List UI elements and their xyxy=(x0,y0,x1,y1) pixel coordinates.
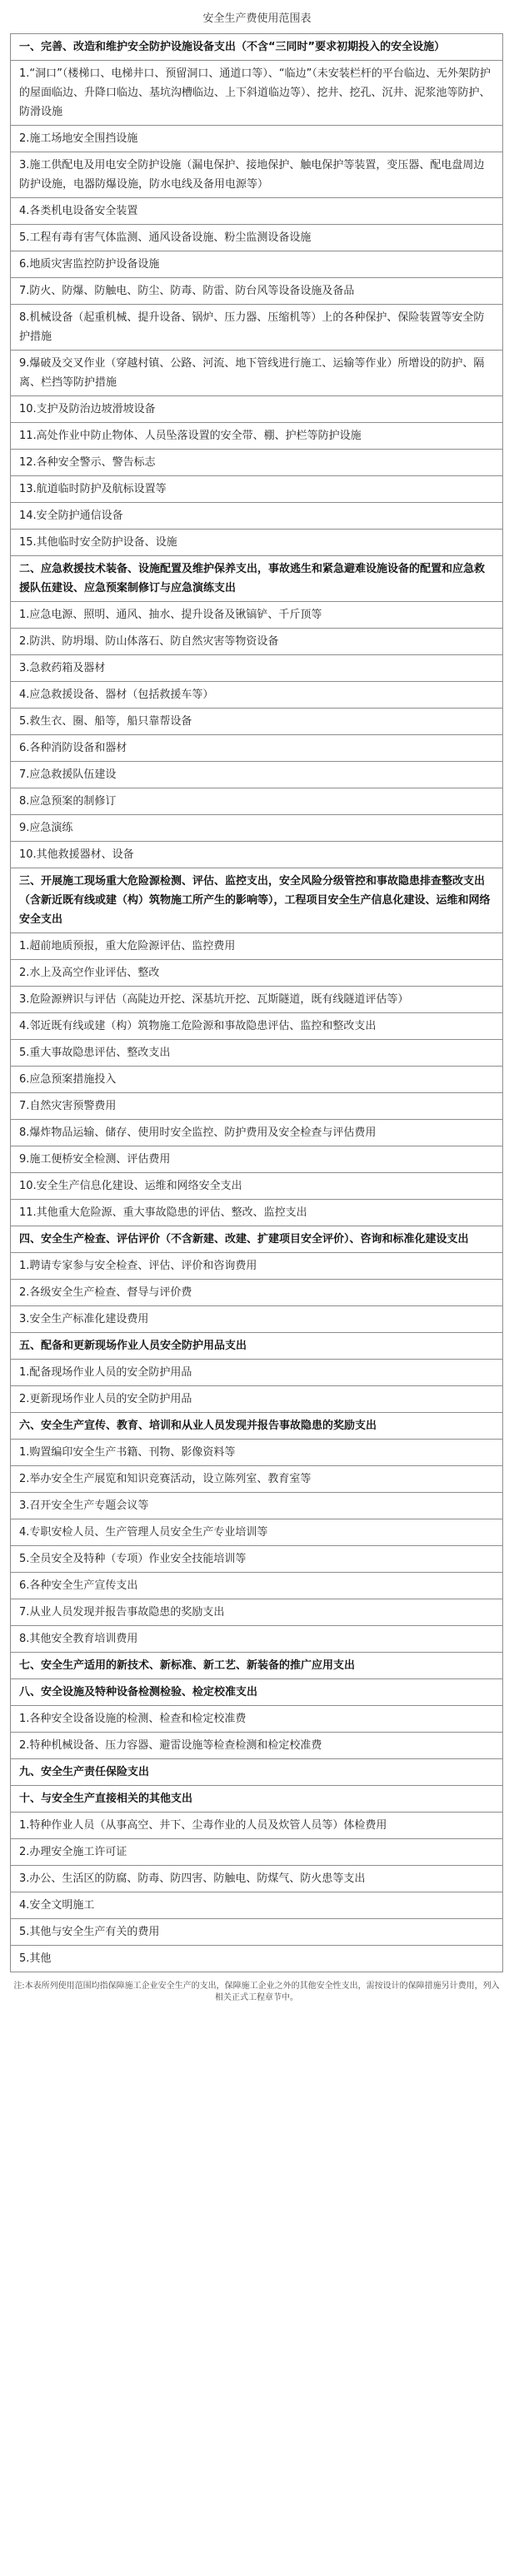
table-cell: 7.防火、防爆、防触电、防尘、防毒、防雷、防台风等设备设施及备品 xyxy=(11,278,503,305)
section-header-cell: 九、安全生产责任保险支出 xyxy=(11,1759,503,1786)
table-row xyxy=(11,126,503,152)
section-header-cell: 一、完善、改造和维护安全防护设施设备支出（不含“三同时”要求初期投入的安全设施） xyxy=(11,34,503,61)
table-cell: 2.更新现场作业人员的安全防护用品 xyxy=(11,1386,503,1413)
table-cell: 1.购置编印安全生产书籍、刊物、影像资料等 xyxy=(11,1440,503,1466)
section-header-cell: 六、安全生产宣传、教育、培训和从业人员发现并报告事故隐患的奖励支出 xyxy=(11,1413,503,1440)
table-row xyxy=(11,198,503,225)
section-header-row xyxy=(11,1333,503,1360)
table-cell: 7.应急救援队伍建设 xyxy=(11,762,503,788)
footnote: 注:本表所列使用范围均指保障施工企业安全生产的支出，保障施工企业之外的其他安全性支出，需按设计的保障措施另计费用，列入相关正式工程章节中。 xyxy=(13,1982,500,2002)
table-cell: 5.工程有毒有害气体监测、通风设备设施、粉尘监测设备设施 xyxy=(11,225,503,251)
document-title: 安全生产费使用范围表 xyxy=(202,12,312,25)
section-header-row xyxy=(11,1759,503,1786)
table-row xyxy=(11,1040,503,1067)
section-header-row xyxy=(11,1679,503,1706)
table-cell: 1.特种作业人员（从事高空、井下、尘毒作业的人员及炊管人员等）体检费用 xyxy=(11,1813,503,1839)
table-cell: 4.安全文明施工 xyxy=(11,1892,503,1919)
expense-scope-table xyxy=(10,33,503,1972)
table-cell: 10.支护及防治边坡滑坡设备 xyxy=(11,396,503,423)
section-header-row xyxy=(11,868,503,933)
section-header-cell: 二、应急救援技术装备、设施配置及维护保养支出，事故逃生和紧急避难设施设备的配置和应急救援队伍建设、应急预案制修订与应急演练支出 xyxy=(11,556,503,602)
section-header-row xyxy=(11,1413,503,1440)
table-row xyxy=(11,1280,503,1306)
table-cell: 3.危险源辨识与评估（高陡边开挖、深基坑开挖、瓦斯隧道，既有线隧道评估等） xyxy=(11,987,503,1013)
table-cell: 3.急救药箱及器材 xyxy=(11,655,503,682)
table-cell: 1.各种安全设备设施的检测、检查和检定校准费 xyxy=(11,1706,503,1733)
table-row xyxy=(11,1546,503,1573)
table-cell: 8.机械设备（起重机械、提升设备、锅炉、压力器、压缩机等）上的各种保护、保险装置等安全防护措施 xyxy=(11,305,503,351)
table-cell: 5.重大事故隐患评估、整改支出 xyxy=(11,1040,503,1067)
table-row xyxy=(11,815,503,842)
table-row xyxy=(11,960,503,987)
table-row xyxy=(11,1067,503,1093)
table-cell: 8.应急预案的制修订 xyxy=(11,788,503,815)
section-header-row xyxy=(11,556,503,602)
table-cell: 7.从业人员发现并报告事故隐患的奖励支出 xyxy=(11,1599,503,1626)
table-cell: 10.安全生产信息化建设、运维和网络安全支出 xyxy=(11,1173,503,1200)
table-row xyxy=(11,987,503,1013)
table-cell: 15.其他临时安全防护设备、设施 xyxy=(11,530,503,556)
table-row xyxy=(11,1120,503,1146)
table-cell: 13.航道临时防护及航标设置等 xyxy=(11,476,503,503)
table-row xyxy=(11,1573,503,1599)
table-cell: 6.应急预案措施投入 xyxy=(11,1067,503,1093)
table-row xyxy=(11,1466,503,1493)
table-cell: 2.施工场地安全围挡设施 xyxy=(11,126,503,152)
table-row xyxy=(11,530,503,556)
table-cell: 4.邻近既有线或建（构）筑物施工危险源和事故隐患评估、监控和整改支出 xyxy=(11,1013,503,1040)
table-row xyxy=(11,602,503,629)
table-row xyxy=(11,351,503,396)
table-cell: 1.超前地质预报，重大危险源评估、监控费用 xyxy=(11,933,503,960)
table-row xyxy=(11,1519,503,1546)
table-row xyxy=(11,1946,503,1972)
table-cell: 2.水上及高空作业评估、整改 xyxy=(11,960,503,987)
table-row xyxy=(11,1173,503,1200)
table-cell: 1.应急电源、照明、通风、抽水、提升设备及锹镐铲、千斤顶等 xyxy=(11,602,503,629)
table-row xyxy=(11,152,503,198)
table-row xyxy=(11,305,503,351)
table-row xyxy=(11,1093,503,1120)
section-header-cell: 八、安全设施及特种设备检测检验、检定校准支出 xyxy=(11,1679,503,1706)
table-cell: 2.办理安全施工许可证 xyxy=(11,1839,503,1866)
table-row xyxy=(11,629,503,655)
table-row xyxy=(11,1440,503,1466)
table-row xyxy=(11,762,503,788)
table-row xyxy=(11,1733,503,1759)
table-row xyxy=(11,503,503,530)
table-row xyxy=(11,1306,503,1333)
table-cell: 9.爆破及交叉作业（穿越村镇、公路、河流、地下管线进行施工、运输等作业）所增设的防护、隔离、栏挡等防护措施 xyxy=(11,351,503,396)
table-cell: 7.自然灾害预警费用 xyxy=(11,1093,503,1120)
section-header-row xyxy=(11,1786,503,1813)
table-row xyxy=(11,278,503,305)
table-row xyxy=(11,1200,503,1226)
table-row xyxy=(11,1360,503,1386)
table-row xyxy=(11,1919,503,1946)
table-cell: 1.配备现场作业人员的安全防护用品 xyxy=(11,1360,503,1386)
table-row xyxy=(11,1866,503,1892)
table-cell: 5.其他与安全生产有关的费用 xyxy=(11,1919,503,1946)
table-cell: 9.应急演练 xyxy=(11,815,503,842)
table-row xyxy=(11,842,503,868)
table-row xyxy=(11,225,503,251)
table-cell: 11.高处作业中防止物体、人员坠落设置的安全带、棚、护栏等防护设施 xyxy=(11,423,503,450)
table-row xyxy=(11,933,503,960)
table-row xyxy=(11,1146,503,1173)
table-row xyxy=(11,682,503,709)
section-header-row xyxy=(11,34,503,61)
table-row xyxy=(11,1626,503,1653)
page xyxy=(0,5,514,2576)
table-cell: 2.特种机械设备、压力容器、避雷设施等检查检测和检定校准费 xyxy=(11,1733,503,1759)
table-cell: 14.安全防护通信设备 xyxy=(11,503,503,530)
table-cell: 5.救生衣、圈、船等，船只靠帮设备 xyxy=(11,709,503,735)
section-header-cell: 四、安全生产检查、评估评价（不含新建、改建、扩建项目安全评价）、咨询和标准化建设支出 xyxy=(11,1226,503,1253)
table-row xyxy=(11,61,503,126)
table-cell: 12.各种安全警示、警告标志 xyxy=(11,450,503,476)
table-row xyxy=(11,251,503,278)
table-cell: 5.全员安全及特种（专项）作业安全技能培训等 xyxy=(11,1546,503,1573)
table-cell: 3.安全生产标准化建设费用 xyxy=(11,1306,503,1333)
table-cell: 3.施工供配电及用电安全防护设施（漏电保护、接地保护、触电保护等装置，变压器、配电盘周边防护设施，电器防爆设施，防水电线及备用电源等） xyxy=(11,152,503,198)
table-cell: 2.各级安全生产检查、督导与评价费 xyxy=(11,1280,503,1306)
table-cell: 4.专职安检人员、生产管理人员安全生产专业培训等 xyxy=(11,1519,503,1546)
table-row xyxy=(11,1253,503,1280)
table-cell: 3.召开安全生产专题会议等 xyxy=(11,1493,503,1519)
table-cell: 2.举办安全生产展览和知识竞赛活动，设立陈列室、教育室等 xyxy=(11,1466,503,1493)
table-cell: 6.各种消防设备和器材 xyxy=(11,735,503,762)
section-header-cell: 十、与安全生产直接相关的其他支出 xyxy=(11,1786,503,1813)
table-row xyxy=(11,1892,503,1919)
table-row xyxy=(11,1839,503,1866)
table-cell: 4.应急救援设备、器材（包括救援车等） xyxy=(11,682,503,709)
table-cell: 5.其他 xyxy=(11,1946,503,1972)
table-row xyxy=(11,396,503,423)
table-cell: 6.各种安全生产宣传支出 xyxy=(11,1573,503,1599)
table-row xyxy=(11,735,503,762)
table-cell: 1.“洞口”（楼梯口、电梯井口、预留洞口、通道口等）、“临边”（未安装栏杆的平台临边、无外架防护的屋面临边、升降口临边、基坑沟槽临边、上下斜道临边等）、挖井、挖孔、沉井、泥浆池等防护、防滑设施 xyxy=(11,61,503,126)
table-row xyxy=(11,1813,503,1839)
table-body xyxy=(11,34,503,1972)
table-cell: 4.各类机电设备安全装置 xyxy=(11,198,503,225)
table-cell: 1.聘请专家参与安全检查、评估、评价和咨询费用 xyxy=(11,1253,503,1280)
table-row xyxy=(11,476,503,503)
table-row xyxy=(11,1706,503,1733)
section-header-row xyxy=(11,1653,503,1679)
section-header-cell: 三、开展施工现场重大危险源检测、评估、监控支出，安全风险分级管控和事故隐患排查整改支出（含新近既有线或建（构）筑物施工所产生的影响等），工程项目安全生产信息化建设、运维和网络安全支出 xyxy=(11,868,503,933)
table-cell: 11.其他重大危险源、重大事故隐患的评估、整改、监控支出 xyxy=(11,1200,503,1226)
table-row xyxy=(11,1386,503,1413)
table-cell: 8.爆炸物品运输、储存、使用时安全监控、防护费用及安全检查与评估费用 xyxy=(11,1120,503,1146)
table-row xyxy=(11,788,503,815)
section-header-cell: 五、配备和更新现场作业人员安全防护用品支出 xyxy=(11,1333,503,1360)
section-header-row xyxy=(11,1226,503,1253)
table-row xyxy=(11,1599,503,1626)
table-row xyxy=(11,1013,503,1040)
section-header-cell: 七、安全生产适用的新技术、新标准、新工艺、新装备的推广应用支出 xyxy=(11,1653,503,1679)
table-cell: 3.办公、生活区的防腐、防毒、防四害、防触电、防煤气、防火患等支出 xyxy=(11,1866,503,1892)
table-row xyxy=(11,709,503,735)
table-row xyxy=(11,450,503,476)
table-row xyxy=(11,423,503,450)
table-cell: 6.地质灾害监控防护设备设施 xyxy=(11,251,503,278)
table-cell: 8.其他安全教育培训费用 xyxy=(11,1626,503,1653)
table-cell: 9.施工便桥安全检测、评估费用 xyxy=(11,1146,503,1173)
table-cell: 2.防洪、防坍塌、防山体落石、防自然灾害等物资设备 xyxy=(11,629,503,655)
table-cell: 10.其他救援器材、设备 xyxy=(11,842,503,868)
table-row xyxy=(11,655,503,682)
table-row xyxy=(11,1493,503,1519)
